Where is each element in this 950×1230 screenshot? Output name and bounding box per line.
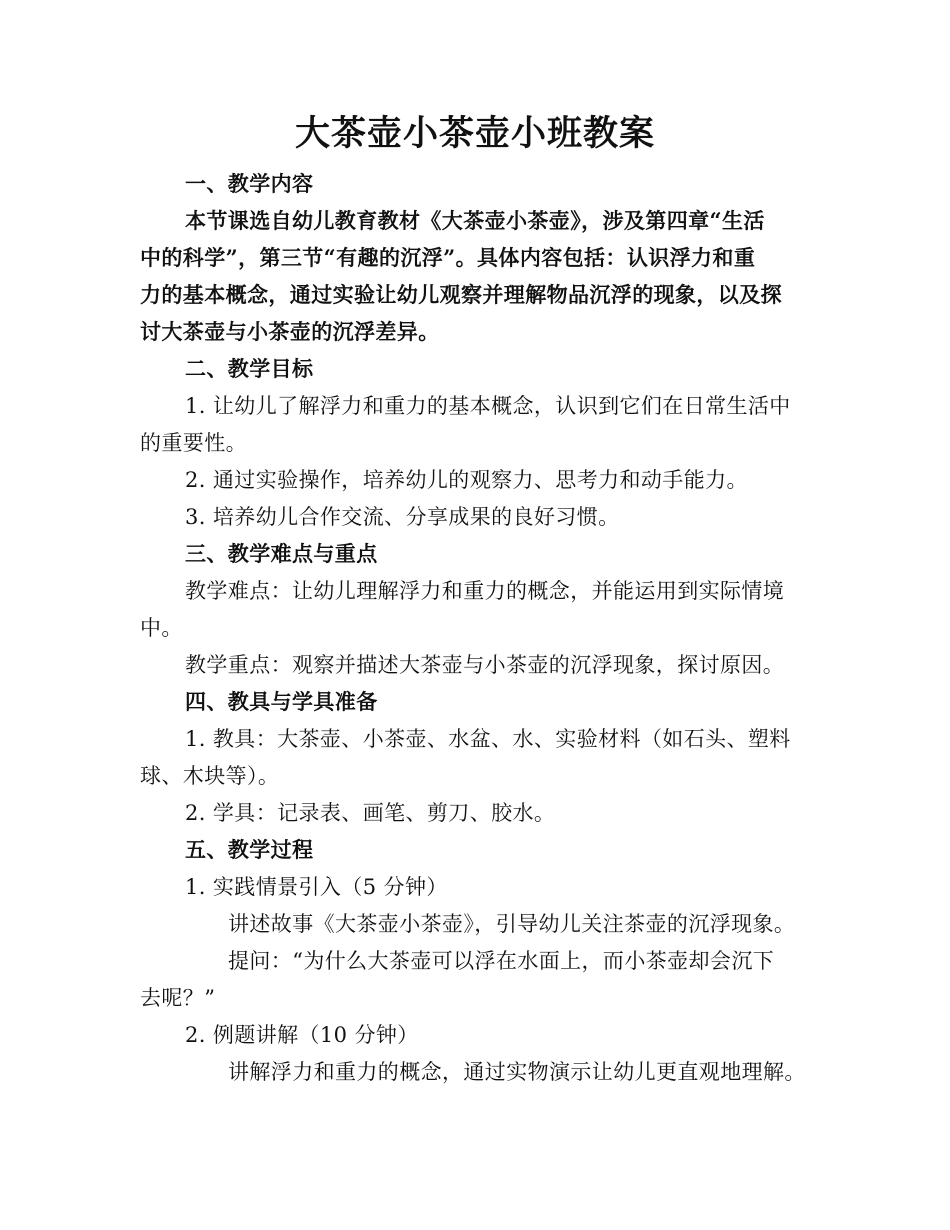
goal-item-2: 2. 通过实验操作，培养幼儿的观察力、思考力和动手能力。 — [185, 468, 748, 492]
goal-item-1-line: 的重要性。 — [140, 431, 247, 455]
materials-item-2: 2. 学具：记录表、画笔、剪刀、胶水。 — [185, 801, 556, 825]
process-step-2: 2. 例题讲解（10 分钟） — [185, 1023, 419, 1047]
section-heading-difficulty: 三、教学难点与重点 — [185, 541, 378, 566]
focus-line: 教学重点：观察并描述大茶壶与小茶壶的沉浮现象，探讨原因。 — [185, 653, 785, 677]
section-heading-goals: 二、教学目标 — [185, 356, 314, 381]
difficulty-line: 教学难点：让幼儿理解浮力和重力的概念，并能运用到实际情境 — [185, 579, 785, 603]
process-step-1-story: 讲述故事《大茶壶小茶壶》，引导幼儿关注茶壶的沉浮现象。 — [228, 912, 796, 936]
section-heading-materials: 四、教具与学具准备 — [185, 689, 378, 714]
process-step-2-detail: 讲解浮力和重力的概念，通过实物演示让幼儿更直观地理解。 — [228, 1060, 806, 1084]
section-heading-content: 一、教学内容 — [185, 171, 314, 196]
process-step-1: 1. 实践情景引入（5 分钟） — [185, 875, 448, 899]
materials-item-1-line: 1. 教具：大茶壶、小茶壶、水盆、水、实验材料（如石头、塑料 — [185, 727, 791, 751]
difficulty-line: 中。 — [140, 616, 183, 640]
content-paragraph-line: 力的基本概念，通过实验让幼儿观察并理解物品沉浮的现象，以及探 — [140, 282, 782, 307]
content-paragraph-line: 中的科学”，第三节“有趣的沉浮”。具体内容包括：认识浮力和重 — [140, 245, 756, 270]
process-step-1-question-line: 去呢？” — [140, 986, 216, 1010]
materials-item-1-line: 球、木块等）。 — [140, 764, 280, 788]
goal-item-3: 3. 培养幼儿合作交流、分享成果的良好习惯。 — [185, 505, 620, 529]
goal-item-1-line: 1. 让幼儿了解浮力和重力的基本概念，认识到它们在日常生活中 — [185, 394, 791, 418]
document-title: 大茶壶小茶壶小班教案 — [294, 113, 655, 154]
section-heading-process: 五、教学过程 — [185, 837, 314, 862]
content-paragraph-line: 本节课选自幼儿教育教材《大茶壶小茶壶》，涉及第四章“生活 — [185, 208, 765, 233]
process-step-1-question-line: 提问：“为什么大茶壶可以浮在水面上，而小茶壶却会沉下 — [228, 949, 775, 973]
content-paragraph-line: 讨大茶壶与小茶壶的沉浮差异。 — [140, 319, 440, 344]
